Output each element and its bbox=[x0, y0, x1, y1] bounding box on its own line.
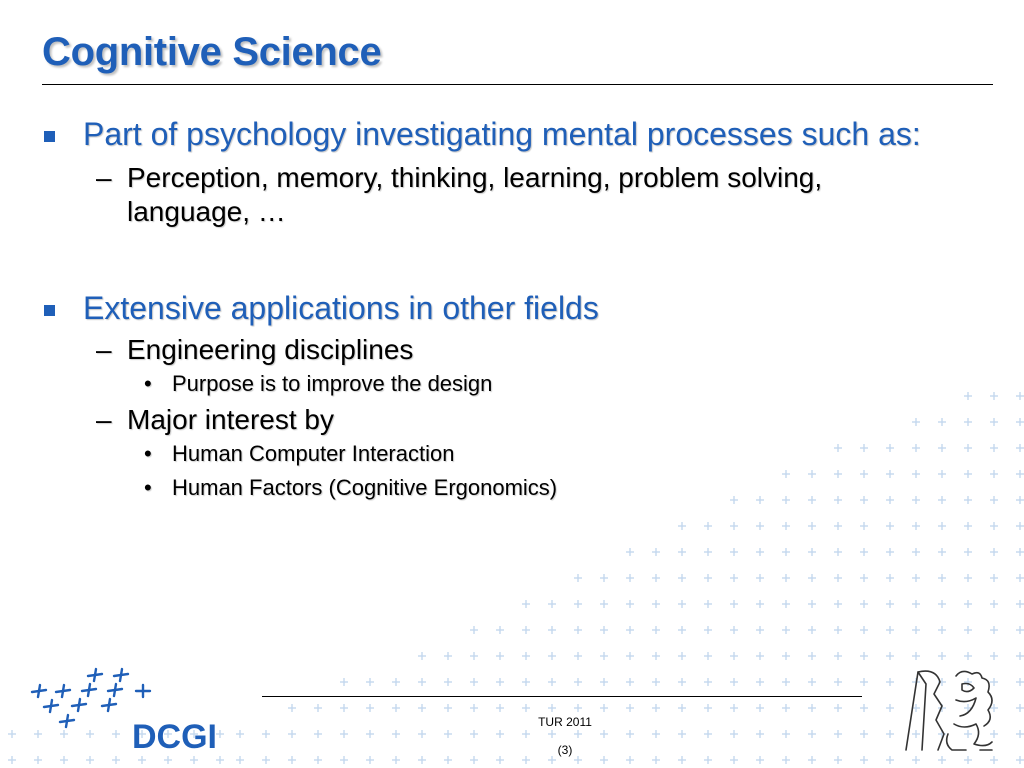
bullet-level3 bbox=[44, 367, 944, 401]
bullet-level3 bbox=[44, 437, 944, 471]
bullet-text: Human Factors (Cognitive Ergonomics) bbox=[172, 475, 558, 500]
dcgi-logo-text: DCGI bbox=[132, 718, 217, 756]
bullet-level3 bbox=[44, 471, 944, 505]
bullet-text: Major interest by bbox=[127, 404, 334, 435]
bullet-level2 bbox=[44, 333, 944, 367]
dcgi-logo bbox=[28, 664, 228, 756]
bullet-text: Extensive applications in other fields bbox=[83, 290, 599, 326]
square-bullet-icon bbox=[44, 305, 55, 316]
dash-bullet-icon: – bbox=[96, 334, 112, 365]
title-divider bbox=[42, 84, 993, 85]
bullet-text: Engineering disciplines bbox=[127, 334, 414, 365]
dot-bullet-icon: • bbox=[144, 441, 152, 466]
bullet-level1 bbox=[44, 115, 944, 153]
bullet-level2 bbox=[44, 403, 944, 437]
bullet-text: Part of psychology investigating mental processes such as: bbox=[83, 116, 921, 152]
bullet-level1 bbox=[44, 289, 944, 327]
square-bullet-icon bbox=[44, 131, 55, 142]
footer-course: TUR 2011 bbox=[538, 715, 592, 729]
bullet-text: Purpose is to improve the design bbox=[172, 371, 493, 396]
dot-bullet-icon: • bbox=[144, 475, 152, 500]
slide-title: Cognitive Science bbox=[42, 30, 382, 74]
bullet-text: Human Computer Interaction bbox=[172, 441, 455, 466]
ctu-lion-logo-icon bbox=[896, 664, 1008, 756]
slide-content bbox=[44, 115, 944, 505]
dot-bullet-icon: • bbox=[144, 371, 152, 396]
dash-bullet-icon: – bbox=[96, 404, 112, 435]
bullet-level2 bbox=[44, 161, 944, 229]
bullet-text: Perception, memory, thinking, learning, problem solving, language, … bbox=[127, 162, 823, 227]
dash-bullet-icon: – bbox=[96, 162, 112, 193]
page-number: (3) bbox=[557, 743, 573, 757]
footer-divider bbox=[262, 696, 862, 697]
